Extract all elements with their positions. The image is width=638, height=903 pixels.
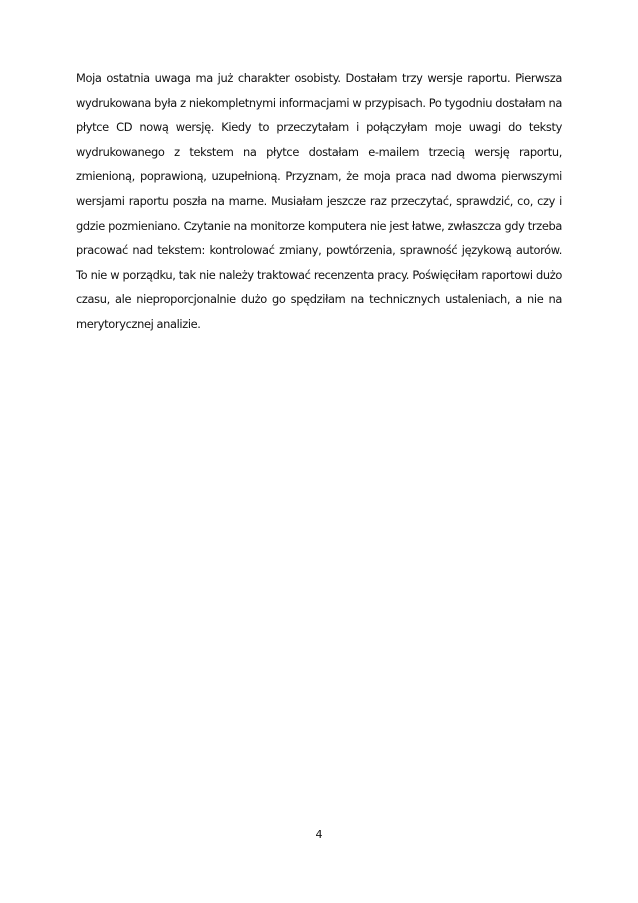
body-paragraph: Moja ostatnia uwaga ma już charakter osobisty. Dostałam trzy wersje raportu. Pierwsza wydrukowana była z niekompletnymi informacjami w przypisach. Po tygodniu dostałam na płytce CD nową wersję. Kiedy to przeczytałam i połączyłam moje uwagi do teksty wydrukowanego z tekstem na płytce dostałam e-mailem trzecią wersję raportu, zmienioną, poprawioną, uzupełnioną. Przyznam, że moja praca nad dwoma pierwszymi wersjami raportu poszła na marne. Musiałam jeszcze raz przeczytać, sprawdzić, co, czy i gdzie pozmieniano. Czytanie na monitorze komputera nie jest łatwe, zwłaszcza gdy trzeba pracować nad tekstem: kontrolować zmiany, powtórzenia, sprawność językową autorów. To nie w porządku, tak nie należy traktować recenzenta pracy. Poświęciłam raportowi dużo czasu, ale nieproporcjonalnie dużo go spędziłam na technicznych ustaleniach, a nie na merytorycznej analizie. (76, 71, 562, 331)
page-number: 4 (315, 828, 323, 841)
